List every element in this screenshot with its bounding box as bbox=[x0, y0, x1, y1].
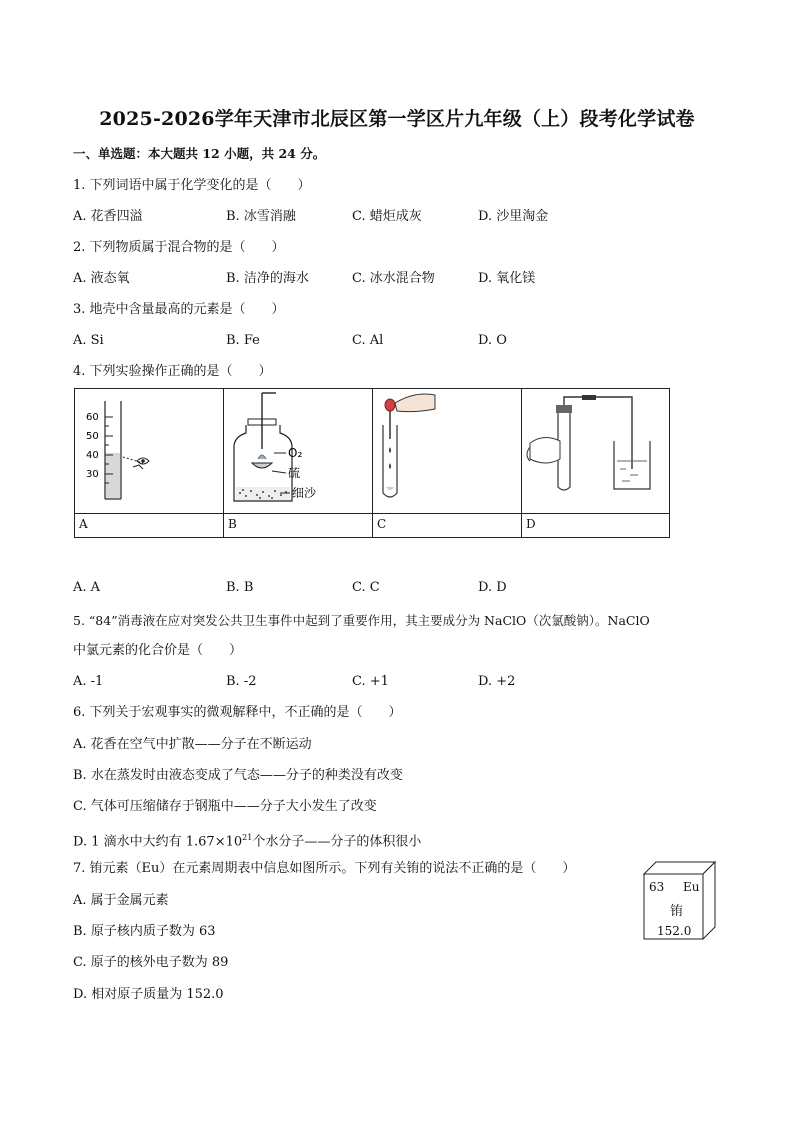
question-6-stem: 6. 下列关于宏观事实的微观解释中，不正确的是（ ） bbox=[73, 705, 402, 720]
option-c[interactable]: C. 气体可压缩储存于钢瓶中——分子大小发生了改变 bbox=[73, 799, 377, 814]
figure-b-gas-bottle bbox=[224, 389, 373, 513]
question-2-options bbox=[73, 270, 713, 288]
option-b[interactable]: B. 水在蒸发时由液态变成了气态——分子的种类没有改变 bbox=[73, 768, 403, 783]
figure-a-cylinder bbox=[75, 389, 224, 513]
option-b[interactable]: B. 冰雪消融 bbox=[226, 209, 296, 224]
figure-c-dropper bbox=[373, 389, 522, 513]
option-d[interactable]: D. D bbox=[478, 580, 507, 595]
option-c[interactable]: C. C bbox=[352, 580, 380, 595]
element-symbol: Eu bbox=[683, 880, 700, 894]
tick-label: 30 bbox=[86, 469, 99, 480]
option-d-text-end: 个水分子——分子的体积很小 bbox=[252, 834, 422, 850]
question-5-stem-line1: 5. “84”消毒液在应对突发公共卫生事件中起到了重要作用，其主要成分为 NaClO（次氯酸钠）。NaClO bbox=[73, 613, 650, 628]
option-d[interactable]: D. 沙里淘金 bbox=[478, 209, 549, 224]
option-c[interactable]: C. 冰水混合物 bbox=[352, 271, 435, 286]
option-d[interactable] bbox=[73, 829, 421, 851]
experiment-figure-table bbox=[74, 388, 670, 538]
bottle-label-sulfur: 硫 bbox=[288, 466, 301, 480]
tick-label: 40 bbox=[86, 450, 99, 461]
option-b[interactable]: B. B bbox=[226, 580, 254, 595]
element-name: 铕 bbox=[670, 904, 684, 919]
element-mass: 152.0 bbox=[657, 924, 692, 938]
option-a[interactable]: A. A bbox=[73, 580, 101, 595]
periodic-element-box bbox=[643, 860, 717, 940]
question-1-stem: 1. 下列词语中属于化学变化的是（ ） bbox=[73, 178, 311, 193]
question-4-stem: 4. 下列实验操作正确的是（ ） bbox=[73, 364, 272, 379]
question-7-stem: 7. 铕元素（Eu）在元素周期表中信息如图所示。下列有关铕的说法不正确的是（ ） bbox=[73, 861, 576, 876]
bottle-label-sand: 细沙 bbox=[292, 486, 317, 500]
option-b[interactable]: B. 原子核内质子数为 63 bbox=[73, 924, 216, 939]
option-d[interactable]: D. O bbox=[478, 333, 507, 348]
tick-label: 50 bbox=[86, 431, 99, 442]
page-title: 2025-2026学年天津市北辰区第一学区片九年级（上）段考化学试卷 bbox=[99, 108, 695, 130]
option-d[interactable]: D. 氧化镁 bbox=[478, 271, 536, 286]
option-c[interactable]: C. Al bbox=[352, 333, 384, 348]
question-3-stem: 3. 地壳中含量最高的元素是（ ） bbox=[73, 302, 285, 317]
tick-label: 60 bbox=[86, 412, 99, 423]
option-a[interactable]: A. -1 bbox=[73, 674, 104, 689]
figure-d-airtightness bbox=[522, 389, 671, 513]
gas-bottle-illustration bbox=[224, 389, 373, 513]
question-3-options bbox=[73, 332, 713, 350]
figure-label-d: D bbox=[526, 517, 536, 531]
question-5-stem-line2: 中氯元素的化合价是（ ） bbox=[73, 643, 243, 658]
option-b[interactable]: B. Fe bbox=[226, 333, 260, 348]
figure-label-a: A bbox=[75, 514, 224, 538]
dropper-illustration bbox=[373, 389, 522, 513]
option-d[interactable]: D. +2 bbox=[478, 674, 516, 689]
option-b[interactable]: B. 洁净的海水 bbox=[226, 271, 309, 286]
option-d-text: D. 1 滴水中大约有 1.67×10 bbox=[73, 834, 243, 850]
option-a[interactable]: A. 液态氧 bbox=[73, 271, 130, 286]
option-a[interactable]: A. Si bbox=[73, 333, 104, 348]
bottle-label-o2: O₂ bbox=[288, 446, 303, 460]
option-a[interactable]: A. 花香在空气中扩散——分子在不断运动 bbox=[73, 737, 312, 752]
option-d[interactable]: D. 相对原子质量为 152.0 bbox=[73, 987, 224, 1002]
figure-label-row bbox=[75, 513, 669, 538]
question-1-options bbox=[73, 208, 713, 226]
section-heading: 一、单选题：本大题共 12 小题，共 24 分。 bbox=[73, 146, 326, 161]
option-c[interactable]: C. 原子的核外电子数为 89 bbox=[73, 955, 229, 970]
option-c[interactable]: C. 蜡炬成灰 bbox=[352, 209, 422, 224]
figure-label-c: C bbox=[373, 514, 522, 538]
option-d-exponent: 21 bbox=[242, 833, 253, 842]
question-5-options bbox=[73, 673, 713, 691]
figure-label-b: B bbox=[224, 514, 373, 538]
question-4-options bbox=[73, 579, 713, 597]
element-atomic-number: 63 bbox=[649, 880, 665, 894]
question-2-stem: 2. 下列物质属于混合物的是（ ） bbox=[73, 240, 285, 255]
airtightness-illustration bbox=[522, 389, 671, 513]
option-c[interactable]: C. +1 bbox=[352, 674, 389, 689]
option-b[interactable]: B. -2 bbox=[226, 674, 257, 689]
option-a[interactable]: A. 花香四溢 bbox=[73, 209, 143, 224]
option-a[interactable]: A. 属于金属元素 bbox=[73, 893, 169, 908]
cylinder-illustration bbox=[75, 389, 224, 513]
